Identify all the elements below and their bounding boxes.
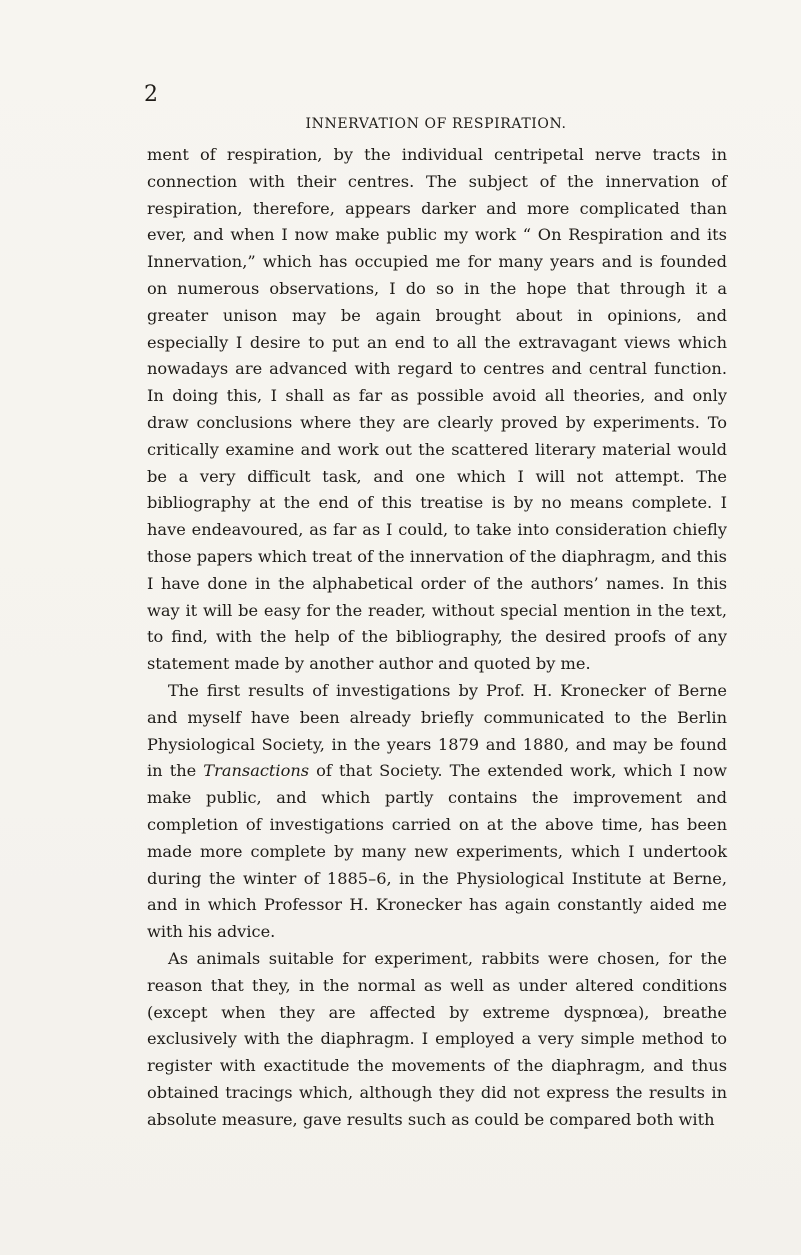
paragraph-text-after-italic: of that Society. The extended work, which I now make public, and which partly contains the improvement and completion of investigations carried on at the above time, has been made more complete by many new experiments, which I undertook during the winter of 1885–6, in the Physiological Institute at Berne, and in which Professor H. Kronecker has again constantly aided me with his advice. [147, 761, 727, 942]
paragraph-animals: As animals suitable for experiment, rabbits were chosen, for the reason that they, in the normal as well as under altered conditions (except when they are affected by extreme dyspnœa), breathe exclusively with the diaphragm. I employed a very simple method to register with exactitude the movements of the diaphragm, and thus obtained tracings which, although they did not express the results in absolute measure, gave results such as could be compared both with [147, 948, 727, 1129]
paragraph-first-results [147, 678, 727, 946]
paragraph-continuation: ment of respiration, by the individual centripetal nerve tracts in connection with their centres. The subject of the innervation of respiration, therefore, appears darker and more complicated than ever, and when I now make public my work “ On Respiration and its Innervation,” which has occupied me for many years and is founded on numerous observations, I do so in the hope that through it a greater unison may be again brought about in opinions, and especially I desire to put an end to all the extravagant views which nowadays are advanced with regard to centres and central function. In doing this, I shall as far as possible avoid all theories, and only draw conclusions where they are clearly proved by experiments. To critically examine and work out the scattered literary material would be a very difficult task, and one which I will not attempt. The bibliography at the end of this treatise is by no means complete. I have endeavoured, as far as I could, to take into consideration chiefly those papers which treat of the innervation of the diaphragm, and this I have done in the alphabetical order of the authors’ names. In this way it will be easy for the reader, without special mention in the text, to find, with the help of the bibliography, the desired proofs of any statement made by another author and quoted by me. [147, 145, 727, 674]
page-number: 2 [144, 82, 158, 107]
italic-title-transactions: Transactions [203, 761, 310, 781]
running-head: INNERVATION OF RESPIRATION. [305, 116, 567, 132]
body-text [147, 142, 727, 1133]
page-header [144, 82, 726, 132]
paragraph-text-before-italic: The first results of investigations by Prof. H. Kronecker of Berne and myself have been already briefly communicated to the Berlin Physiological Society, in the years 1879 and 1880, and may be found in the [147, 680, 727, 781]
